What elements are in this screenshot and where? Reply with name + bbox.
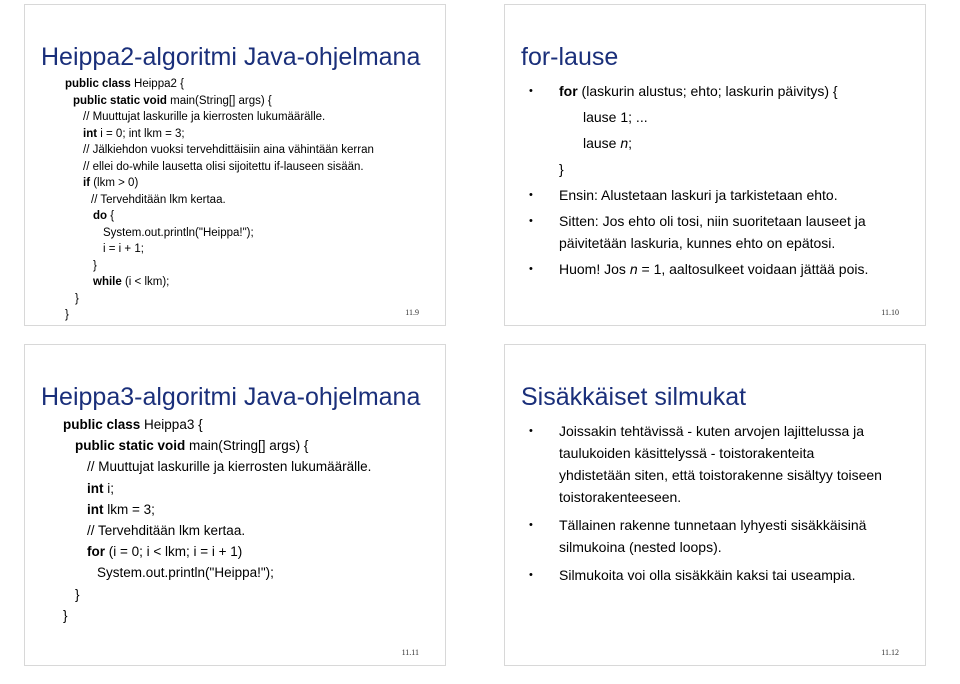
code-text: // ellei do-while lausetta olisi sijoitettu if-lauseen sisään. [83,160,364,173]
keyword: int [83,127,98,140]
bullet-icon: • [529,215,533,227]
code-text: } [75,292,79,305]
slide-title: Heippa2-algoritmi Java-ohjelmana [41,43,421,71]
slide-number: 11.12 [881,648,899,657]
code-line [93,209,114,223]
code-text: } [93,259,97,272]
syntax-close: } [559,161,564,177]
code-text: { [107,210,115,222]
code-text: // Muuttujat laskurille ja kierrosten lukumäärälle. [87,459,372,475]
code-line [83,176,138,190]
code-text: main(String[] args) { [166,94,272,107]
bullet-icon: • [529,425,533,437]
bullet-continuation: taulukoiden käsittelyssä - toistorakenteita [559,445,815,461]
code-line [93,259,97,273]
code-text: } [65,309,69,321]
code-line [87,481,114,497]
syntax-line: lause 1; ... [583,109,648,125]
code-text: Heippa3 { [140,417,203,432]
code-text: (lkm > 0) [90,177,139,189]
code-text: // Tervehditään lkm kertaa. [87,523,246,538]
keyword: int [87,501,104,517]
code-text: (i < lkm); [121,276,170,288]
slide-heippa2 [24,4,446,326]
code-line [65,308,69,322]
bullet-continuation: silmukoina (nested loops). [559,539,722,555]
slide-heippa3 [24,344,446,666]
code-line [87,502,155,518]
keyword: public class [63,417,141,432]
bullet-continuation: yhdistetään siten, että toistorakenne sisältyy toiseen [559,467,882,483]
slide-title: for-lause [521,43,619,71]
code-line [63,417,203,433]
slide-number: 11.11 [401,648,419,657]
code-text: lkm = 3; [103,501,155,517]
syntax-line: lause n; [583,135,633,151]
code-text: i = i + 1; [103,243,144,255]
code-line [83,110,325,124]
code-text: main(String[] args) { [185,438,309,454]
slide-number: 11.9 [405,308,419,317]
keyword: for [559,83,578,99]
slide-title: Heippa3-algoritmi Java-ohjelmana [41,383,421,411]
code-text: Heippa2 { [130,78,184,90]
code-line [83,160,364,174]
keyword: if [83,177,91,189]
code-line [87,523,245,539]
syntax-text: (laskurin alustus; ehto; laskurin päivitys) { [577,83,838,99]
code-line [87,459,371,475]
bullet-icon: • [529,519,533,531]
code-line [103,242,144,256]
keyword: for [87,544,105,560]
code-text: System.out.println("Heippa!"); [97,565,274,581]
code-line [75,292,79,306]
slide-sisakkaiset-silmukat: Sisäkkäiset silmukat • Joissakin tehtävissä - kuten arvojen lajittelussa ja taulukoiden käsittelyssä - toistorakenteita yhdistetään siten, että toistorakenne sisältyy toiseen toistorakenteeseen. • Tällainen rakenne tunnetaan lyhyesti sisäkkäisinä silmukoina (nested loops). • Silmukoita voi olla sisäkkäin kaksi tai useampia. 11.12 [504,344,926,666]
code-line [103,226,254,240]
code-text: // Tervehditään lkm kertaa. [91,193,226,206]
code-line [75,438,308,454]
bullet-continuation: päivitetään laskuria, kunnes ehto on epätosi. [559,235,836,251]
code-text: i; [103,480,115,496]
bullet-icon: • [529,569,533,581]
code-line [63,608,68,624]
keyword: public static void [73,94,167,107]
bullet-icon: • [529,85,533,97]
keyword: do [93,210,108,222]
slide-for-lause: for-lause • for (laskurin alustus; ehto; laskurin päivitys) { lause 1; ... lause n; } • Ensin: Alustetaan laskuri ja tarkistetaan ehto. • Sitten: Jos ehto oli tosi, niin suoritetaan lauseet ja päivitetään laskuria, kunnes ehto on epätosi. • Huom! Jos n = 1, aaltosulkeet voidaan jättää pois. 11.10 [504,4,926,326]
code-line [83,143,374,157]
code-text: // Muuttujat laskurille ja kierrosten lukumäärälle. [83,111,326,123]
code-line [93,275,169,289]
bullet-continuation: toistorakenteeseen. [559,489,682,505]
code-line [73,94,272,108]
code-text: } [63,607,68,623]
code-text: i = 0; int lkm = 3; [97,127,185,140]
code-line [97,565,274,581]
code-line [75,587,80,603]
keyword: while [93,276,122,288]
keyword: int [87,480,104,496]
slide-title: Sisäkkäiset silmukat [521,383,747,411]
bullet-icon: • [529,263,533,275]
code-line [91,193,226,207]
code-text: // Jälkiehdon vuoksi tervehdittäisiin aina vähintään kerran [83,144,374,156]
keyword: public class [65,78,131,90]
code-line [65,77,184,91]
code-line [83,127,185,141]
code-text: } [75,586,80,602]
slide-number: 11.10 [881,308,899,317]
code-line [87,544,242,560]
code-text: (i = 0; i < lkm; i = i + 1) [105,544,243,560]
code-text: System.out.println("Heippa!"); [103,226,254,239]
bullet-icon: • [529,189,533,201]
keyword: public static void [75,438,186,454]
